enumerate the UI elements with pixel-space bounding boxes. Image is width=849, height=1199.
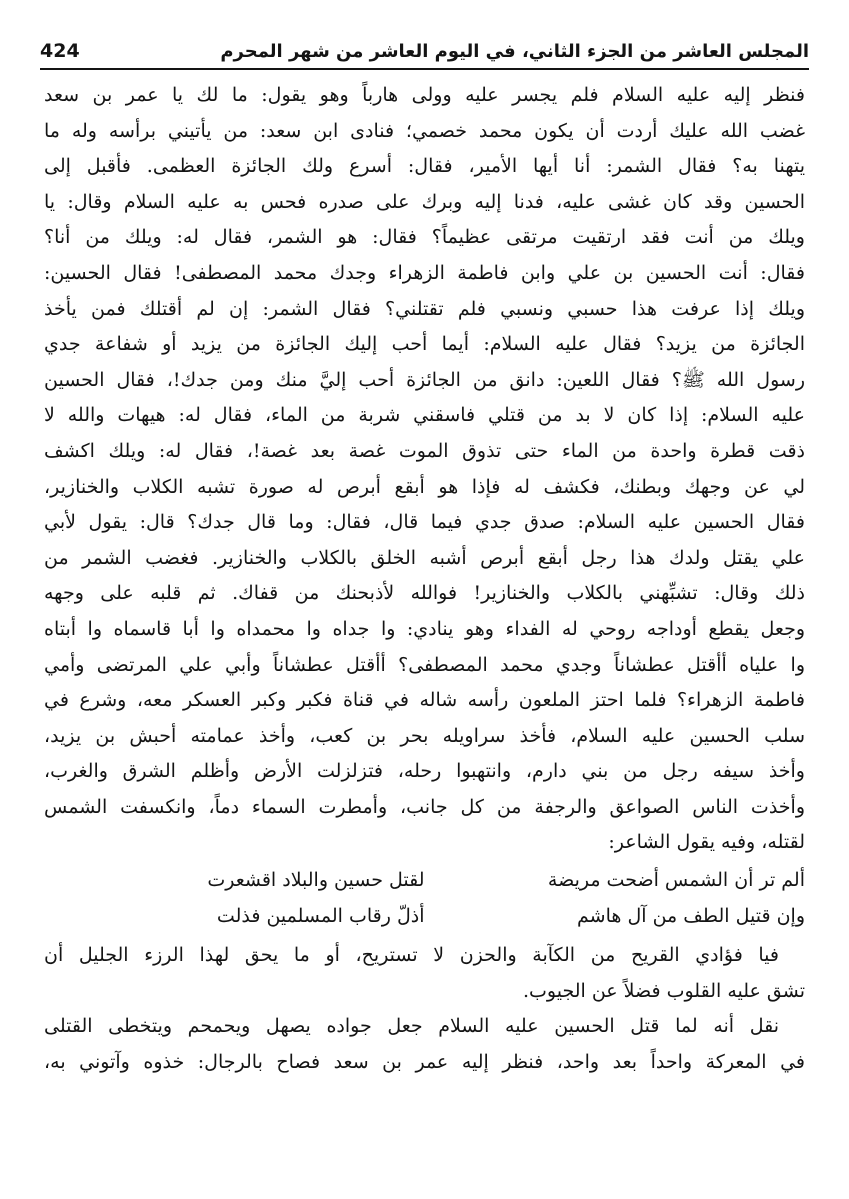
verse-first-hemistich: وإن قتيل الطف من آل هاشم: [577, 904, 805, 927]
text-line: فقال: أنت الحسين بن علي وابن فاطمة الزهراء وجدك محمد المصطفى! فقال الحسين:: [44, 261, 805, 284]
text-line: ويلك من أنت فقد ارتقيت مرتقى عظيماً؟ فقال: هو الشمر، فقال له: ويلك من أنا؟: [44, 226, 805, 249]
text-line: وأخذت الناس الصواعق والرجفة من كل جانب، وأمطرت السماء دماً، وانكسفت الشمس: [44, 795, 805, 818]
text-line: سلب الحسين عليه السلام، فأخذ سراويله بحر بن كعب، وأخذ عمامته أحبش بن يزيد،: [44, 724, 805, 747]
text-line: نقل أنه لما قتل الحسين عليه السلام جعل جواده يصهل ويحمحم ويتخطى القتلى: [44, 1015, 779, 1038]
text-line: تشق عليه القلوب فضلاً عن الجيوب.: [522, 979, 805, 1002]
text-line: فقال الحسين عليه السلام: صدق جدي فيما قال، فقال: وما قال جدك؟ قال: يقول لأبي: [44, 511, 805, 534]
text-line: غضب الله عليك أردت أن يكون محمد خصمي؛ فنادى ابن سعد: من يأتيني برأسه وله ما: [44, 119, 805, 142]
text-line: يتهنا به؟ فقال الشمر: أنا أيها الأمير، فقال: أسرع ولك الجائزة العظمى. فأقبل إلى: [44, 155, 805, 178]
text-line: لي عن وجهك وبطنك، فكشف له فإذا هو أبقع أبرص له صورة تشبه الكلاب والخنازير،: [44, 475, 805, 498]
text-line: الجائزة من يزيد؟ فقال عليه السلام: أيما أحب إليك الجائزة من يزيد أو شفاعة جدي: [44, 333, 805, 356]
text-line: فيا فؤادي القريح من الكآبة والحزن لا تستريح، أو ما يحق لهذا الرزء الجليل أن: [44, 944, 779, 967]
poem: [44, 863, 805, 934]
body-text: [44, 78, 805, 1081]
paragraph-lament: [44, 938, 805, 1009]
page-header: [40, 30, 809, 66]
text-line: فاطمة الزهراء؟ فلما احتز الملعون رأسه شاله في قناة فكبر وكبر العسكر معه، وشرع في: [44, 689, 805, 712]
text-line: علي يقتل ولدك هذا رجل أبقع أبرص أشبه الخلق بالكلاب والخنازير. فغضب الشمر من: [44, 546, 805, 569]
page-number: 424: [40, 40, 80, 62]
text-line: عليه السلام: إذا كان لا بد من قتلي فاسقني شربة من الماء، فقال له: هيهات والله لا: [44, 404, 805, 427]
verse-first-hemistich: ألم تر أن الشمس أضحت مريضة: [547, 869, 805, 892]
text-line: رسول الله ﷺ؟ فقال اللعين: دانق من الجائزة أحب إليَّ منك ومن جدك!، فقال الحسين: [44, 368, 805, 391]
text-line: وا علياه أأقتل عطشاناً وجدي محمد المصطفى؟ أأقتل عطشاناً وأبي علي المرتضى وأمي: [44, 653, 805, 676]
header-rule: [40, 68, 809, 70]
verse-second-hemistich: أذلّ رقاب المسلمين فذلت: [216, 904, 425, 927]
running-title: المجلس العاشر من الجزء الثاني، في اليوم العاشر من شهر المحرم: [220, 41, 809, 62]
poem-verse: [44, 899, 805, 935]
verse-second-hemistich: لقتل حسين والبلاد اقشعرت: [207, 869, 425, 892]
paragraph-narration: [44, 1009, 805, 1080]
text-line: وجعل يقطع أوداجه روحي له الفداء وهو ينادي: وا جداه وا محمداه وا أبا قاسماه وا أبتاه: [44, 617, 805, 640]
paragraph-main: [44, 78, 805, 861]
text-line: فنظر إليه عليه السلام فلم يجسر عليه وولى هارباً وهو يقول: ما لك يا عمر بن سعد: [44, 84, 805, 106]
text-line: ذقت قطرة واحدة من الماء حتى تذوق الموت غصة بعد غصة!، فقال له: ويلك اكشف: [44, 439, 805, 462]
text-line: لقتله، وفيه يقول الشاعر:: [608, 831, 805, 854]
text-line: ذلك وقال: تشبِّهني بالكلاب والخنازير! فوالله لأذبحنك من قفاك. ثم قلبه على وجهه: [44, 582, 805, 605]
text-line: في المعركة واحداً بعد واحد، فنظر إليه عمر بن سعد فصاح بالرجال: خذوه وآتوني به،: [44, 1051, 805, 1074]
text-line: وأخذ سيفه رجل من بني دارم، وانتهبوا رحله، فتزلزلت الأرض وأظلم الشرق والغرب،: [44, 760, 805, 783]
text-line: ويلك إذا عرفت هذا حسبي ونسبي فلم تقتلني؟ فقال الشمر: إن لم أقتلك فمن يأخذ: [44, 297, 805, 320]
text-line: الحسين وقد كان غشى عليه، فدنا إليه وبرك على صدره فحس به عليه السلام وقال: يا: [44, 190, 805, 213]
poem-verse: [44, 863, 805, 899]
